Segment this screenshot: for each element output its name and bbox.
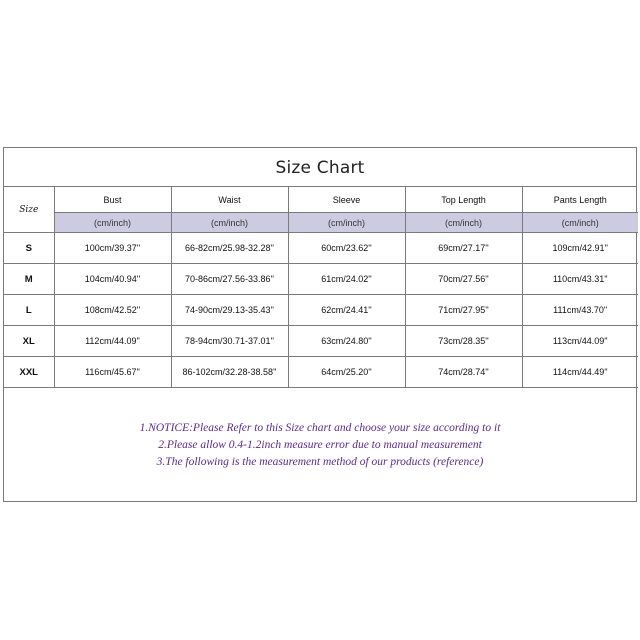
column-header: Top Length — [405, 187, 522, 213]
unit-label: (cm/inch) — [405, 213, 522, 233]
table-cell: 63cm/24.80'' — [288, 326, 405, 357]
table-cell: 114cm/44.49'' — [522, 357, 638, 388]
notes-block — [4, 420, 636, 471]
table-row — [4, 326, 638, 357]
column-header: Sleeve — [288, 187, 405, 213]
size-label: M — [4, 264, 54, 295]
table-cell: 100cm/39.37'' — [54, 233, 171, 264]
table-row — [4, 264, 638, 295]
size-chart-panel — [3, 147, 637, 502]
table-cell: 70-86cm/27.56-33.86'' — [171, 264, 288, 295]
table-cell: 62cm/24.41'' — [288, 295, 405, 326]
table-cell: 74cm/28.74'' — [405, 357, 522, 388]
unit-row — [4, 213, 638, 233]
note-line: 1.NOTICE:Please Refer to this Size chart and choose your size according to it — [139, 422, 501, 434]
table-cell: 116cm/45.67'' — [54, 357, 171, 388]
table-cell: 64cm/25.20'' — [288, 357, 405, 388]
size-label: XL — [4, 326, 54, 357]
table-cell: 61cm/24.02'' — [288, 264, 405, 295]
table-row — [4, 295, 638, 326]
table-cell: 74-90cm/29.13-35.43'' — [171, 295, 288, 326]
chart-title: Size Chart — [4, 148, 636, 187]
column-header: Pants Length — [522, 187, 638, 213]
size-label: S — [4, 233, 54, 264]
table-cell: 111cm/43.70'' — [522, 295, 638, 326]
table-cell: 109cm/42.91'' — [522, 233, 638, 264]
table-cell: 108cm/42.52'' — [54, 295, 171, 326]
table-row — [4, 233, 638, 264]
note-line: 2.Please allow 0.4-1.2inch measure error due to manual measurement — [158, 439, 482, 451]
table-cell: 73cm/28.35'' — [405, 326, 522, 357]
column-header: Waist — [171, 187, 288, 213]
size-label: L — [4, 295, 54, 326]
table-row — [4, 357, 638, 388]
unit-label: (cm/inch) — [522, 213, 638, 233]
table-cell: 69cm/27.17'' — [405, 233, 522, 264]
unit-label: (cm/inch) — [288, 213, 405, 233]
size-table — [4, 187, 638, 388]
table-cell: 66-82cm/25.98-32.28'' — [171, 233, 288, 264]
table-cell: 78-94cm/30.71-37.01'' — [171, 326, 288, 357]
size-label: XXL — [4, 357, 54, 388]
unit-label: (cm/inch) — [171, 213, 288, 233]
table-cell: 110cm/43.31'' — [522, 264, 638, 295]
table-cell: 71cm/27.95'' — [405, 295, 522, 326]
note-line: 3.The following is the measurement method of our products (reference) — [156, 456, 484, 468]
table-cell: 60cm/23.62'' — [288, 233, 405, 264]
unit-label: (cm/inch) — [54, 213, 171, 233]
size-column-header: Size — [4, 187, 54, 233]
table-cell: 112cm/44.09'' — [54, 326, 171, 357]
table-cell: 113cm/44.09'' — [522, 326, 638, 357]
header-row — [4, 187, 638, 213]
column-header: Bust — [54, 187, 171, 213]
table-cell: 104cm/40.94'' — [54, 264, 171, 295]
table-cell: 86-102cm/32.28-38.58'' — [171, 357, 288, 388]
table-cell: 70cm/27.56'' — [405, 264, 522, 295]
